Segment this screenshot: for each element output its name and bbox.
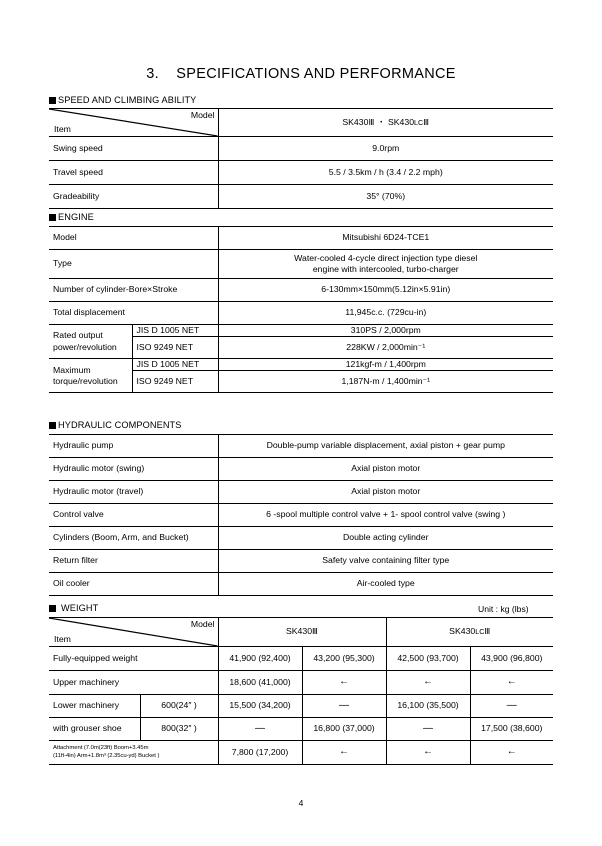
section-heading-hydraulic <box>49 420 182 430</box>
corner-header-cell-weight <box>49 618 218 647</box>
row-label-control-valve: Control valve <box>49 504 218 527</box>
row-value-fully-equipped-3: 42,500 (93,700) <box>386 647 470 671</box>
attachment-line-2: (11ft-4in) Arm+1.8m³ (2.35cu-yd) Bucket ) <box>53 752 160 759</box>
page-title: 3. SPECIFICATIONS AND PERFORMANCE <box>146 66 456 82</box>
table-row <box>49 741 553 765</box>
row-value-swing-speed: 9.0rpm <box>218 137 553 161</box>
table-row <box>49 161 553 185</box>
row-value-engine-model: Mitsubishi 6D24-TCE1 <box>218 227 553 250</box>
table-row <box>49 671 553 695</box>
row-standard-jis-rated: JIS D 1005 NET <box>132 325 218 337</box>
table-row <box>49 359 553 371</box>
table-row <box>49 458 553 481</box>
table-engine <box>49 226 553 393</box>
row-label-lower-machinery-line2: with grouser shoe <box>49 718 140 741</box>
row-label-total-displacement: Total displacement <box>49 302 218 325</box>
row-label-cylinders: Cylinders (Boom, Arm, and Bucket) <box>49 527 218 550</box>
row-label-swing-speed: Swing speed <box>49 137 218 161</box>
row-value-lower-800-3: — <box>386 718 470 741</box>
row-value-upper-machinery-4: ← <box>470 671 553 695</box>
max-torque-line-1: Maximum <box>53 364 91 375</box>
model-header-cell <box>218 109 553 137</box>
table-row <box>49 435 553 458</box>
square-bullet-icon <box>49 214 56 221</box>
table-row <box>49 227 553 250</box>
square-bullet-icon <box>49 605 56 612</box>
table-row <box>49 718 553 741</box>
table-row <box>49 185 553 209</box>
corner-header-cell <box>49 109 218 137</box>
table-row <box>49 695 553 718</box>
row-value-lower-800-4: 17,500 (38,600) <box>470 718 553 741</box>
rated-output-line-1: Rated output <box>53 330 103 341</box>
row-label-max-torque <box>49 359 132 393</box>
row-value-lower-600-3: 16,100 (35,500) <box>386 695 470 718</box>
row-value-attachment-1: 7,800 (17,200) <box>218 741 302 765</box>
row-value-bore-stroke: 6-130mm×150mm(5.12in×5.91in) <box>218 279 553 302</box>
row-value-lower-800-2: 16,800 (37,000) <box>302 718 386 741</box>
table-row <box>49 279 553 302</box>
row-value-attachment-2: ← <box>302 741 386 765</box>
max-torque-line-2: torque/revolution <box>53 375 118 386</box>
row-label-oil-cooler: Oil cooler <box>49 573 218 596</box>
row-value-lower-600-4: — <box>470 695 553 718</box>
row-value-total-displacement: 11,945c.c. (729cu-in) <box>218 302 553 325</box>
table-row <box>49 527 553 550</box>
column-group-header-sk430lc: SK430LCⅢ <box>386 618 553 647</box>
row-value-return-filter: Safety valve containing filter type <box>218 550 553 573</box>
row-value-fully-equipped-1: 41,900 (92,400) <box>218 647 302 671</box>
table-row-header <box>49 618 553 647</box>
weight-unit-note: Unit : kg (lbs) <box>478 604 529 614</box>
row-value-iso-rated: 228KW / 2,000min⁻¹ <box>218 337 553 359</box>
table-row <box>49 647 553 671</box>
row-standard-jis-torque: JIS D 1005 NET <box>132 359 218 371</box>
row-value-fully-equipped-2: 43,200 (95,300) <box>302 647 386 671</box>
row-sub-grouser-600: 600(24″ ) <box>140 695 218 718</box>
section-heading-weight <box>49 603 98 613</box>
table-weight <box>49 617 553 765</box>
corner-model-label-weight: Model <box>190 619 215 629</box>
row-value-attachment-3: ← <box>386 741 470 765</box>
table-row <box>49 325 553 337</box>
table-row <box>49 550 553 573</box>
row-label-bore-stroke: Number of cylinder-Bore×Stroke <box>49 279 218 302</box>
attachment-line-1: Attachment (7.0m(23ft) Boom+3.45m <box>53 744 149 751</box>
table-row <box>49 137 553 161</box>
row-value-jis-torque: 121kgf-m / 1,400rpm <box>218 359 553 371</box>
row-label-engine-type: Type <box>49 250 218 279</box>
section-heading-speed <box>49 95 196 105</box>
table-row <box>49 302 553 325</box>
table-hydraulic-components <box>49 434 553 596</box>
row-label-lower-machinery-line1: Lower machinery <box>49 695 140 718</box>
row-label-fully-equipped: Fully-equipped weight <box>49 647 218 671</box>
table-row <box>49 573 553 596</box>
row-label-rated-output <box>49 325 132 359</box>
section-heading-speed-label: SPEED AND CLIMBING ABILITY <box>58 95 197 105</box>
row-value-hydraulic-pump: Double-pump variable displacement, axial piston + gear pump <box>218 435 553 458</box>
row-value-engine-type <box>218 250 553 279</box>
table-row <box>49 250 553 279</box>
row-label-upper-machinery: Upper machinery <box>49 671 218 695</box>
row-standard-iso-rated: ISO 9249 NET <box>132 337 218 359</box>
model-header-text: SK430Ⅲ ・ SK430LCⅢ <box>342 116 430 127</box>
row-value-travel-speed: 5.5 / 3.5km / h (3.4 / 2.2 mph) <box>218 161 553 185</box>
square-bullet-icon <box>49 422 56 429</box>
row-label-gradeability: Gradeability <box>49 185 218 209</box>
row-value-oil-cooler: Air-cooled type <box>218 573 553 596</box>
rated-output-line-2: power/revolution <box>53 341 117 352</box>
row-value-lower-600-2: — <box>302 695 386 718</box>
row-value-attachment-4: ← <box>470 741 553 765</box>
row-label-return-filter: Return filter <box>49 550 218 573</box>
row-label-attachment <box>49 741 218 765</box>
row-label-motor-swing: Hydraulic motor (swing) <box>49 458 218 481</box>
corner-item-label-weight: Item <box>54 633 71 644</box>
square-bullet-icon <box>49 97 56 104</box>
row-value-jis-rated: 310PS / 2,000rpm <box>218 325 553 337</box>
table-row <box>49 504 553 527</box>
row-label-motor-travel: Hydraulic motor (travel) <box>49 481 218 504</box>
row-value-upper-machinery-2: ← <box>302 671 386 695</box>
section-heading-weight-label: WEIGHT <box>61 603 99 613</box>
section-heading-engine-label: ENGINE <box>58 212 94 222</box>
corner-model-label: Model <box>190 110 215 120</box>
row-standard-iso-torque: ISO 9249 NET <box>132 371 218 393</box>
column-group-header-sk430: SK430Ⅲ <box>218 618 386 647</box>
row-label-engine-model: Model <box>49 227 218 250</box>
section-heading-engine <box>49 212 94 222</box>
table-row-header <box>49 109 553 137</box>
row-value-gradeability: 35° (70%) <box>218 185 553 209</box>
row-value-upper-machinery-1: 18,600 (41,000) <box>218 671 302 695</box>
row-value-lower-800-1: — <box>218 718 302 741</box>
corner-item-label: Item <box>54 123 71 134</box>
row-label-hydraulic-pump: Hydraulic pump <box>49 435 218 458</box>
row-value-motor-swing: Axial piston motor <box>218 458 553 481</box>
row-label-travel-speed: Travel speed <box>49 161 218 185</box>
row-sub-grouser-800: 800(32″ ) <box>140 718 218 741</box>
row-value-fully-equipped-4: 43,900 (96,800) <box>470 647 553 671</box>
table-row <box>49 481 553 504</box>
row-value-lower-600-1: 15,500 (34,200) <box>218 695 302 718</box>
row-value-motor-travel: Axial piston motor <box>218 481 553 504</box>
engine-type-line-1: Water-cooled 4-cycle direct injection type diesel engine with intercooled, turbo-charger <box>294 252 478 274</box>
row-value-control-valve: 6 -spool multiple control valve + 1- spool control valve (swing ) <box>218 504 553 527</box>
table-speed-climbing-ability <box>49 108 553 209</box>
page-number: 4 <box>298 798 304 808</box>
row-value-iso-torque: 1,187N-m / 1,400min⁻¹ <box>218 371 553 393</box>
section-heading-hydraulic-label: HYDRAULIC COMPONENTS <box>58 420 182 430</box>
row-value-cylinders: Double acting cylinder <box>218 527 553 550</box>
row-value-upper-machinery-3: ← <box>386 671 470 695</box>
